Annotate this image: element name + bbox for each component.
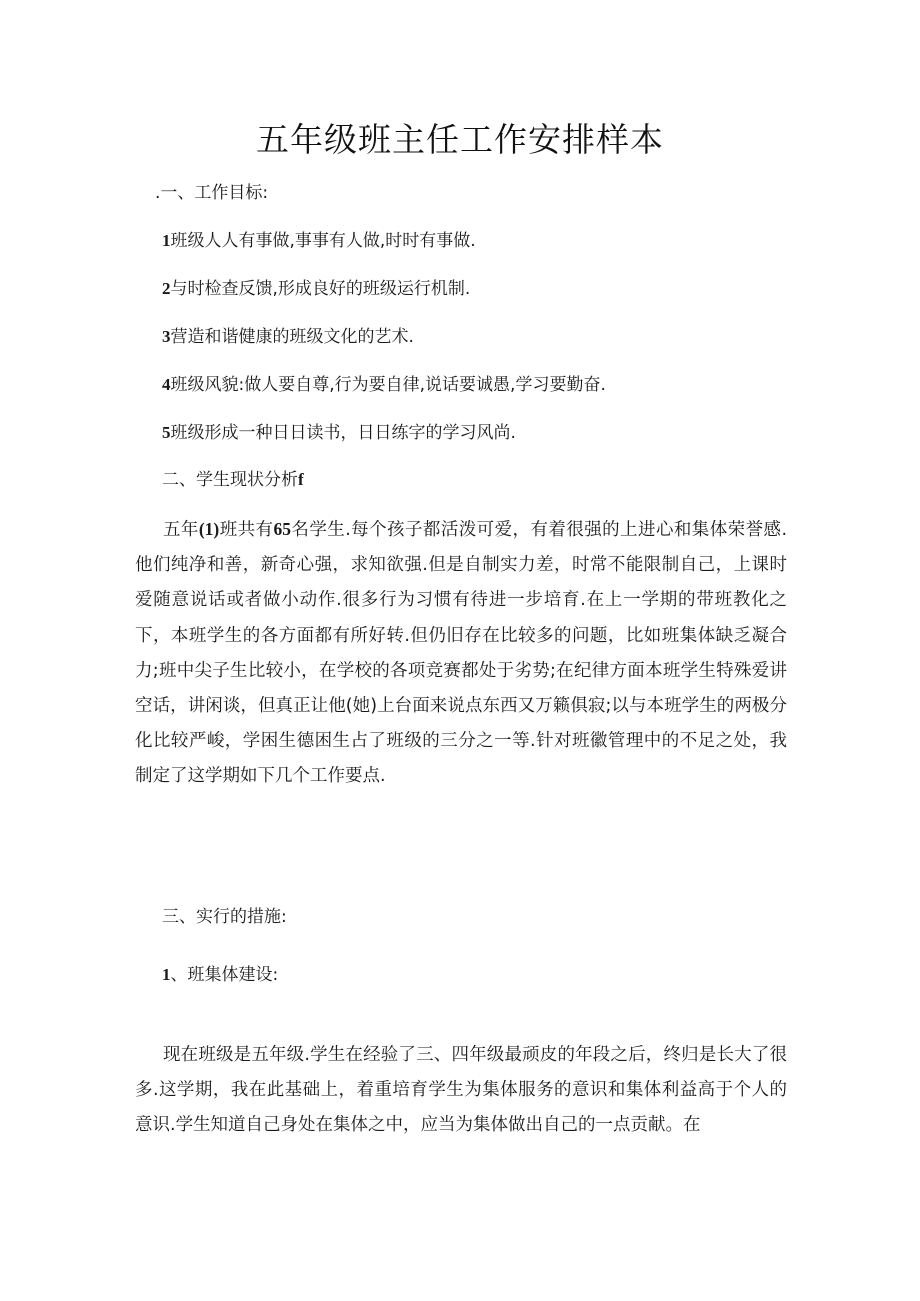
goal-text: 班级风貌:做人要自尊,行为要自律,说话要诚愚,学习要勤奋. — [170, 375, 606, 395]
measures-paragraph: 现在班级是五年级.学生在经验了三、四年级最顽皮的年段之后，终归是长大了很多.这学期，我在此基础上，着重培育学生为集体服务的意识和集体利益高于个人的意识.学生知道自己身处在集体之中，应当为集体做出自己的一点贡献。在 — [135, 1045, 787, 1136]
goal-number: 3 — [162, 327, 171, 346]
goal-text: 营造和谐健康的班级文化的艺术. — [170, 327, 414, 347]
subsection-number: 1 — [162, 965, 171, 984]
goal-text: 班级形成一种日日读书，日日练字的学习风尚. — [170, 423, 516, 443]
analysis-text-body: 名学生.每个孩子都活泼可爱，有着很强的上进心和集体荣誉感.他们纯净和善，新奇心强，求知欲强.但是自制实力差，时常不能限制自己，上课时爱随意说话或者做小动作.很多行为习惯有待进一步培育.在上一学期的带班教化之下，本班学生的各方面都有所好转.但仍旧存在比较多的问题，比如班集体缺乏凝合力;班中尖子生比较小，在学校的各项竞赛都处于劣势;在纪律方面本班学生特殊爱讲空话，讲闲谈，但真正让他(她)上台面来说点东西又万籁俱寂;以与本班学生的两极分化比较严峻，学困生德困生占了班级的三分之一等.针对班徽管理中的不足之处，我制定了这学期如下几个工作要点. — [135, 520, 788, 787]
section-heading-text: 二、学生现状分析 — [162, 470, 298, 490]
goal-item — [162, 230, 476, 252]
subsection-heading — [162, 964, 278, 986]
analysis-paragraph — [135, 512, 787, 795]
goal-number: 5 — [162, 423, 171, 442]
goal-text: 与时检查反馈,形成良好的班级运行机制. — [170, 279, 471, 299]
goal-number: 4 — [162, 375, 171, 394]
goal-item — [162, 278, 470, 300]
goal-item — [162, 326, 414, 348]
analysis-class-number: (1) — [198, 519, 220, 539]
section-heading-measures: 三、实行的措施: — [162, 907, 287, 927]
goal-text: 班级人人有事做,事事有人做,时时有事做. — [170, 231, 476, 251]
subsection-text: 、班集体建设: — [170, 965, 279, 985]
section-heading-analysis — [162, 469, 304, 491]
section-heading-goals: .一、工作目标: — [155, 183, 269, 203]
analysis-student-count: 65 — [273, 519, 291, 539]
goal-number: 1 — [162, 231, 171, 250]
goal-item — [162, 374, 606, 396]
document-title: 五年级班主任工作安排样本 — [256, 120, 664, 159]
goal-number: 2 — [162, 279, 171, 298]
goal-item — [162, 422, 516, 444]
section-heading-suffix: f — [298, 470, 304, 489]
analysis-text-prefix: 五年 — [163, 520, 199, 540]
analysis-text-mid: 班共有 — [219, 520, 274, 540]
